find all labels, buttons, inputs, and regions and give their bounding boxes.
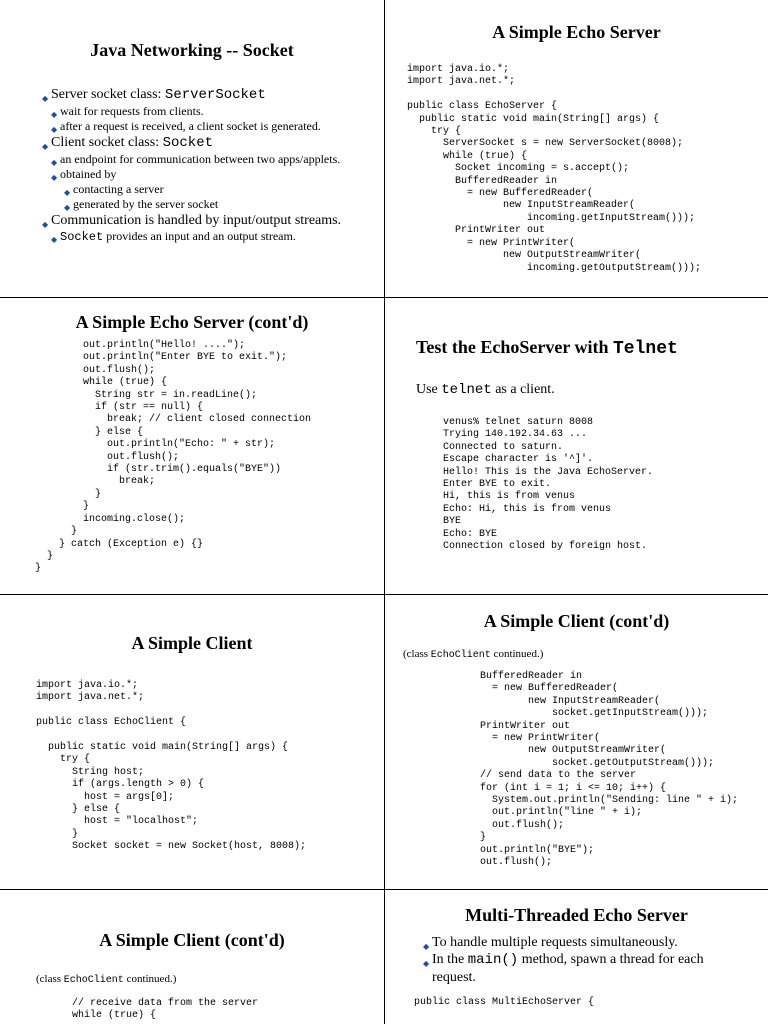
code-block: out.println("Hello! ...."); out.println("Enter BYE to exit."); out.flush(); while (true) { String str = in.readLine(); if (str == null) { break; // client closed connection } else { out.println("Echo: " + str); out.flush(); if (str.trim().equals("BYE")) break; } } incoming.close(); } } catch (Exception e) {} } }	[35, 340, 312, 575]
diamond-bullet-icon: ◆	[51, 110, 58, 119]
code-block: import java.io.*; import java.net.*; public class EchoClient { public static void main(String[] args) { try { String host; if (args.length > 0) { host = args[0]; } else { host = "localhost"; } Socket socket = new Socket(host, 8008);	[36, 680, 307, 853]
code-term: EchoClient	[430, 650, 491, 661]
slide-title: A Simple Echo Server	[492, 22, 661, 42]
slide-title: Test the EchoServer with Telnet	[416, 337, 678, 359]
diamond-bullet-icon: ◆	[423, 959, 430, 968]
code-term: Socket	[60, 230, 104, 244]
terminal-output: venus% telnet saturn 8008 Trying 140.192.34.63 ... Connected to saturn. Escape character is '^]'. Hello! This is the Java EchoServer. Enter BYE to exit. Hi, this is from venus Echo: Hi, this is from venus BYE Echo: BYE Connection closed by foreign host.	[443, 417, 654, 553]
list-item: ◆ Communication is handled by input/output streams.	[42, 212, 378, 229]
slide-simple-echo-server	[385, 0, 768, 297]
code-block: BufferedReader in = new BufferedReader( new InputStreamReader( socket.getInputStream())); PrintWriter out = new PrintWriter( new OutputStreamWriter( socket.getOutputStream())); // send data to the server for (int i = 1; i <= 10; i++) { System.out.println("Sending: line " + i); out.println("line " + i); out.flush(); } out.println("BYE"); out.flush();	[480, 671, 739, 869]
slide-simple-client	[0, 595, 384, 889]
slide-multi-threaded-echo-server	[385, 890, 768, 1024]
slide-simple-client-contd-2	[0, 890, 384, 1024]
bullet-list	[42, 86, 378, 245]
slide-title: Multi-Threaded Echo Server	[465, 905, 688, 925]
list-item: ◆ generated by the server socket	[64, 197, 378, 212]
diamond-bullet-icon: ◆	[42, 94, 49, 103]
list-item: ◆ To handle multiple requests simultaneously.	[423, 934, 753, 951]
intro-text: Use telnet as a client.	[416, 382, 555, 398]
diamond-bullet-icon: ◆	[64, 203, 71, 212]
list-item: ◆ obtained by	[51, 167, 378, 182]
code-term: ServerSocket	[164, 87, 266, 103]
diamond-bullet-icon: ◆	[51, 158, 58, 167]
continuation-note: (class EchoClient continued.)	[36, 973, 177, 986]
code-term: telnet	[441, 382, 492, 398]
code-block: public class MultiEchoServer {	[414, 997, 595, 1008]
code-block: import java.io.*; import java.net.*; public class EchoServer { public static void main(String[] args) { try { ServerSocket s = new ServerSocket(8008); while (true) { Socket incoming = s.accept(); BufferedReader in = new BufferedReader( new InputStreamReader( incoming.getInputStream())); PrintWriter out = new PrintWriter( new OutputStreamWriter( incoming.getOutputStream()));	[407, 64, 702, 274]
continuation-note: (class EchoClient continued.)	[403, 648, 544, 661]
diamond-bullet-icon: ◆	[51, 173, 58, 182]
list-item: ◆ after a request is received, a client socket is generated.	[51, 119, 378, 134]
diamond-bullet-icon: ◆	[42, 142, 49, 151]
code-term: main()	[467, 952, 519, 968]
slide-title: A Simple Echo Server (cont'd)	[75, 312, 309, 332]
list-item: ◆ Socket provides an input and an output stream.	[51, 229, 378, 245]
diamond-bullet-icon: ◆	[51, 125, 58, 134]
diamond-bullet-icon: ◆	[64, 188, 71, 197]
slide-echo-server-contd	[0, 298, 384, 594]
slide-title: Java Networking -- Socket	[90, 40, 294, 60]
code-term: Socket	[162, 135, 214, 151]
list-item: ◆ In the main() method, spawn a thread for each request.	[423, 952, 704, 985]
code-block: // receive data from the server while (true) {	[72, 998, 259, 1022]
diamond-bullet-icon: ◆	[51, 235, 58, 244]
list-item: ◆ Server socket class: ServerSocket	[42, 86, 378, 104]
slide-title: A Simple Client (cont'd)	[483, 611, 670, 631]
diamond-bullet-icon: ◆	[423, 942, 430, 951]
diamond-bullet-icon: ◆	[42, 220, 49, 229]
list-item: ◆ Client socket class: Socket	[42, 134, 378, 152]
list-item: ◆ contacting a server	[64, 182, 378, 197]
slide-simple-client-contd	[385, 595, 768, 889]
code-term: Telnet	[613, 339, 678, 359]
bullet-list	[423, 934, 753, 986]
list-item: ◆ wait for requests from clients.	[51, 104, 378, 119]
slide-title: A Simple Client (cont'd)	[99, 930, 285, 950]
code-term: EchoClient	[63, 975, 124, 986]
slide-test-echoserver-telnet	[385, 298, 768, 594]
slide-java-networking-socket	[0, 0, 384, 297]
list-item: ◆ an endpoint for communication between two apps/applets.	[51, 152, 378, 167]
slide-title: A Simple Client	[131, 633, 253, 653]
